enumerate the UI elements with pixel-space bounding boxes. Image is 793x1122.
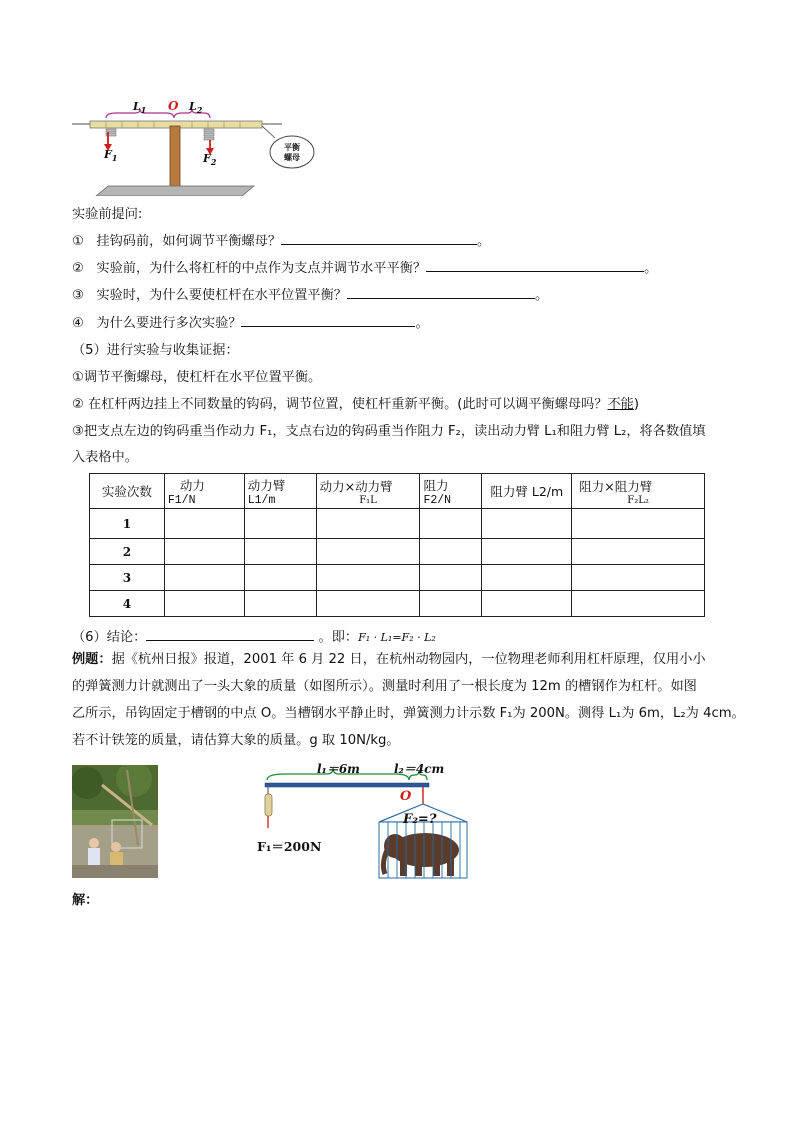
answer-blank[interactable]	[347, 286, 535, 299]
lever-F1-label: $F_1$	[104, 148, 118, 164]
step5-item-3-line1: ③把支点左边的钩码重当作动力 F₁，支点右边的钩码重当作阻力 F₂，读出动力臂 L₁和阻力臂 L₂，将各数值填	[72, 424, 706, 439]
answer-blank[interactable]	[281, 232, 477, 245]
table-row	[90, 509, 705, 539]
header-load-product: 阻力×阻力臂 F₂L₂	[572, 474, 705, 509]
question-4: ④ 为什么要进行多次实验？ 。	[72, 316, 429, 331]
step5-item-1: ①调节平衡螺母，使杠杆在水平位置平衡。	[72, 370, 322, 385]
trial-number: 4	[90, 591, 165, 617]
example-line-1: 例题：据《杭州日报》报道，2001 年 6 月 22 日，在杭州动物园内，一位物理老师利用杠杆原理，仅用小小	[72, 652, 706, 667]
example-line-3: 乙所示，吊钩固定于槽钢的中点 O。当槽钢水平静止时，弹簧测力计示数 F₁为 200N。测得 L₁为 6m，L₂为 4cm。	[72, 706, 745, 721]
step5-answer: 不能	[607, 397, 634, 412]
l2-label: l₂＝4cm	[394, 762, 445, 776]
answer-blank[interactable]	[241, 314, 415, 327]
header-trial: 实验次数	[90, 474, 165, 509]
elephant-lever-diagram	[255, 760, 475, 882]
example-line-4: 若不计铁笼的质量，请估算大象的质量。g 取 10N/kg。	[72, 733, 400, 748]
balance-nut-callout: 平衡 螺母	[284, 143, 300, 162]
header-load-force: 阻力 F2/N	[420, 474, 482, 509]
step5-item-2: ② 在杠杆两边挂上不同数量的钩码，调节位置，使杠杆重新平衡。(此时可以调平衡螺母吗？不能)	[72, 397, 639, 412]
l1-label: l₁＝6m	[317, 762, 360, 776]
step5-item-3-line2: 入表格中。	[72, 450, 138, 465]
pivot-O-label: O	[400, 789, 412, 804]
table-row	[90, 539, 705, 565]
pre-questions-title: 实验前提问:	[72, 207, 143, 222]
question-2: ② 实验前，为什么将杠杆的中点作为支点并调节水平平衡？ 。	[72, 261, 658, 276]
lever-L2-label: $L_2$	[189, 100, 203, 116]
zoo-photo	[72, 765, 158, 878]
F1-label: F₁＝200N	[257, 839, 322, 854]
table-header-row	[90, 474, 705, 509]
trial-number: 3	[90, 565, 165, 591]
header-effort-arm: 动力臂 L1/m	[244, 474, 316, 509]
table-row	[90, 591, 705, 617]
question-1: ① 挂钩码前，如何调节平衡螺母？ 。	[72, 234, 491, 249]
header-load-arm: 阻力臂 L2/m	[482, 474, 572, 509]
header-effort-force: 动力 F1/N	[164, 474, 244, 509]
conclusion-formula: F₁ · L₁=F₂ · L₂	[358, 631, 436, 644]
lever-pivot-label: O	[168, 99, 179, 113]
question-3: ③ 实验时，为什么要使杠杆在水平位置平衡？ 。	[72, 288, 549, 303]
conclusion: （6）结论： 。即：F₁ · L₁=F₂ · L₂	[72, 630, 436, 645]
answer-blank[interactable]	[426, 259, 644, 272]
example-label: 例题：	[72, 652, 112, 667]
F2-label: F₂=?	[403, 812, 437, 827]
header-effort-product: 动力×动力臂 F₁L	[316, 474, 420, 509]
step5-title: （5）进行实验与收集证据：	[72, 343, 239, 358]
trial-number: 1	[90, 509, 165, 539]
solution-label: 解：	[72, 893, 99, 908]
experiment-table	[89, 473, 705, 617]
table-row	[90, 565, 705, 591]
conclusion-blank[interactable]	[146, 628, 314, 641]
lever-F2-label: $F_2$	[203, 152, 217, 168]
example-line-2: 的弹簧测力计就测出了一头大象的质量（如图所示）。测量时利用了一根长度为 12m 的槽钢作为杠杆。如图	[72, 679, 697, 694]
lever-L1-label: $L_1$	[133, 100, 147, 116]
trial-number: 2	[90, 539, 165, 565]
